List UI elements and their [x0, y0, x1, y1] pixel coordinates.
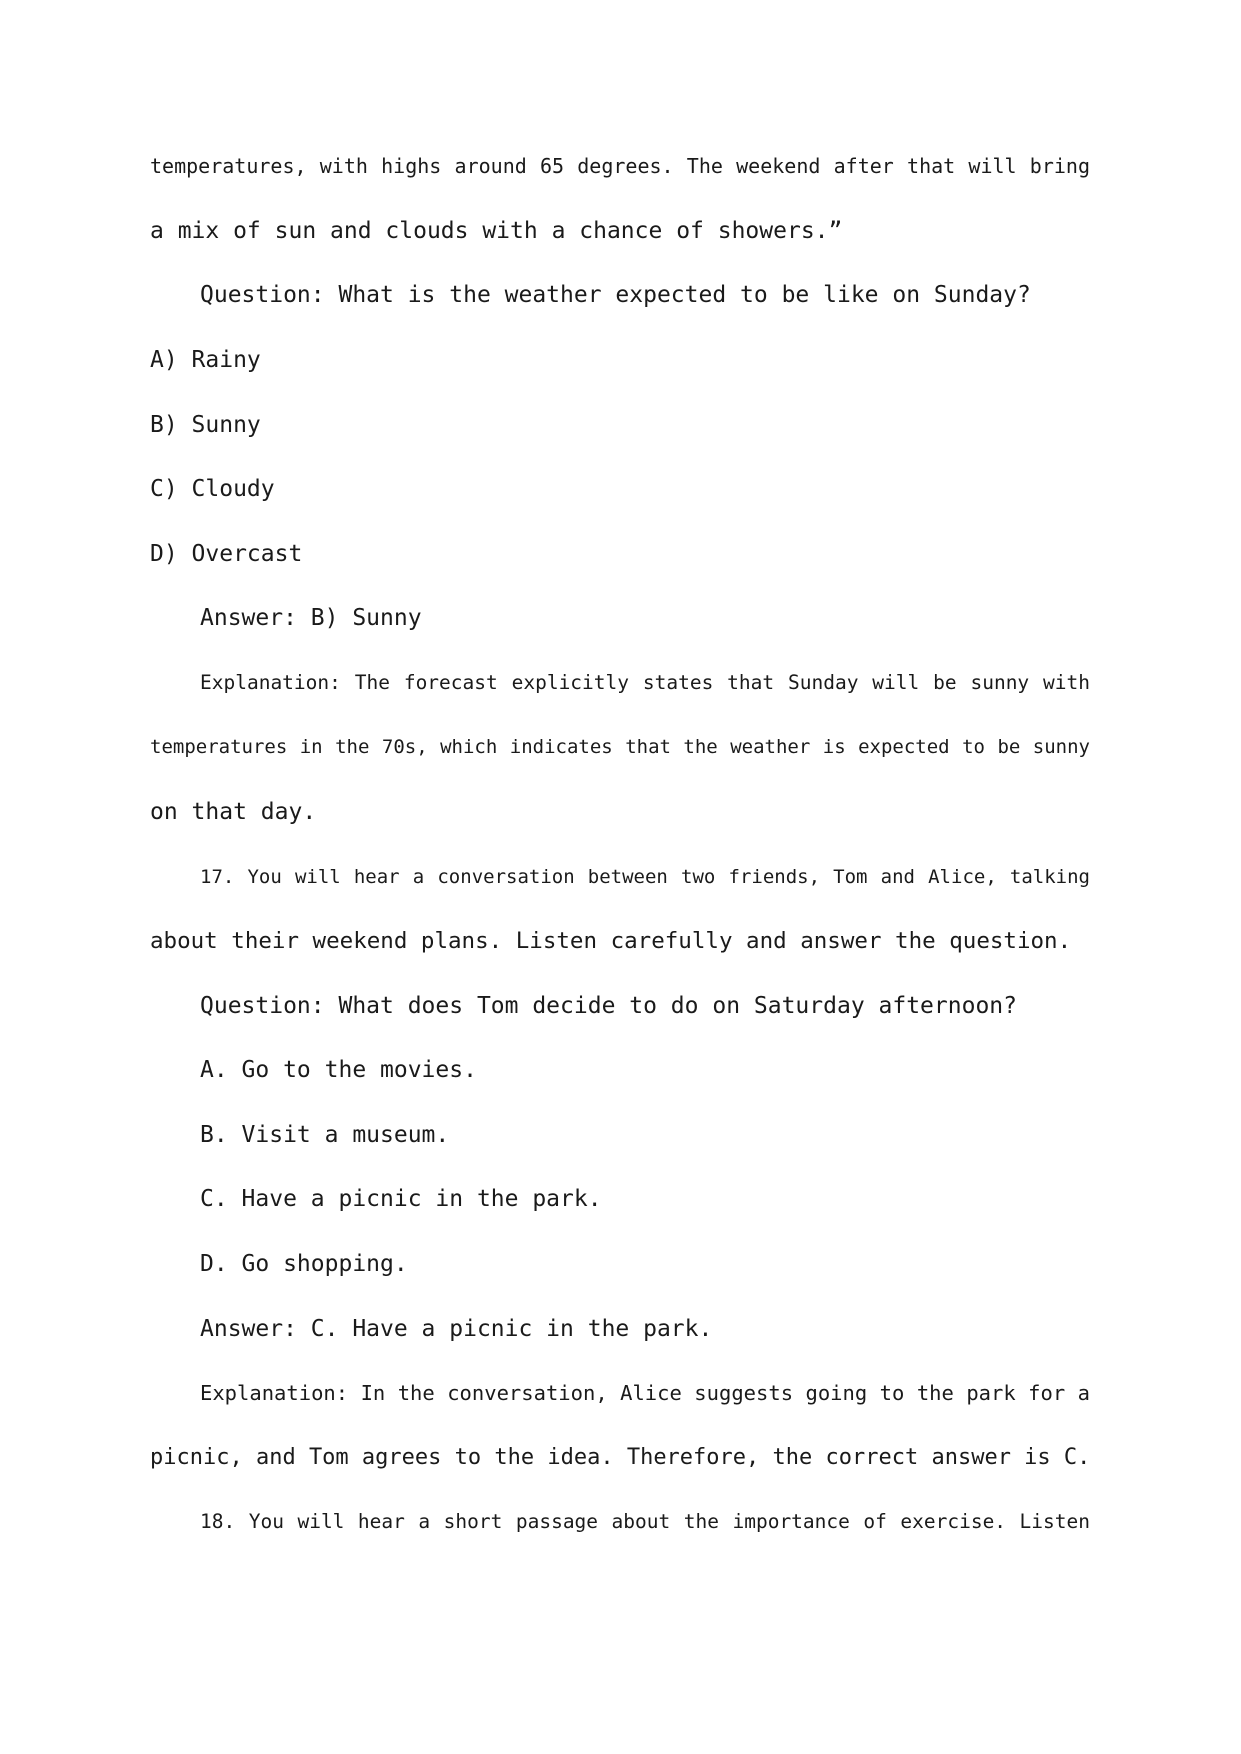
option-line: B. Visit a museum.: [200, 1122, 450, 1148]
option-line: A) Rainy: [150, 347, 261, 373]
option-line: D) Overcast: [150, 541, 303, 567]
explanation-line: Explanation: In the conversation, Alice suggests going to the park for a: [200, 1381, 1090, 1405]
option-line: C) Cloudy: [150, 476, 275, 502]
explanation-line: temperatures in the 70s, which indicates that the weather is expected to be sunny: [150, 736, 1090, 758]
answer-line: Answer: B) Sunny: [200, 605, 422, 631]
question-line: about their weekend plans. Listen carefully and answer the question.: [150, 928, 1072, 954]
option-line: C. Have a picnic in the park.: [200, 1186, 602, 1212]
paragraph-line: a mix of sun and clouds with a chance of showers.”: [150, 218, 843, 244]
option-line: B) Sunny: [150, 412, 261, 438]
option-line: A. Go to the movies.: [200, 1057, 477, 1083]
question-line: 17. You will hear a conversation between two friends, Tom and Alice, talking: [200, 866, 1090, 888]
question-line: Question: What is the weather expected to be like on Sunday?: [200, 282, 1031, 308]
question-line: 18. You will hear a short passage about the importance of exercise. Listen: [200, 1510, 1090, 1533]
explanation-line: Explanation: The forecast explicitly states that Sunday will be sunny with: [200, 671, 1090, 694]
option-line: D. Go shopping.: [200, 1251, 408, 1277]
explanation-line: picnic, and Tom agrees to the idea. Therefore, the correct answer is C.: [150, 1445, 1091, 1470]
question-line: Question: What does Tom decide to do on Saturday afternoon?: [200, 993, 1017, 1019]
answer-line: Answer: C. Have a picnic in the park.: [200, 1316, 713, 1342]
paragraph-line: temperatures, with highs around 65 degrees. The weekend after that will bring: [150, 154, 1090, 178]
explanation-line: on that day.: [150, 799, 317, 825]
